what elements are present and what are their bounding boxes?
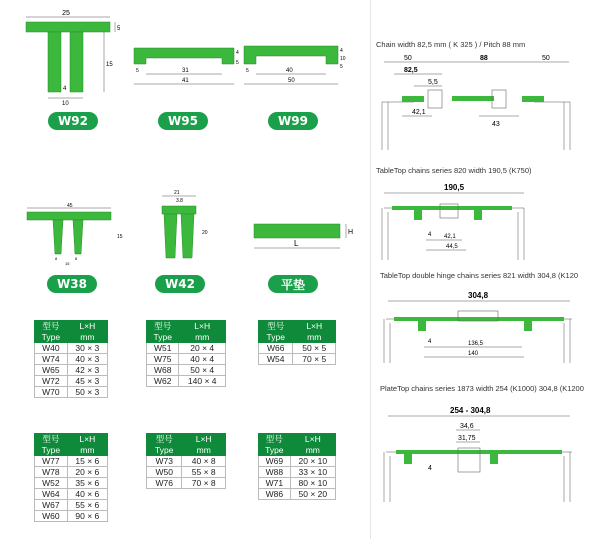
diagram-2-drawing <box>374 178 579 264</box>
svg-text:4: 4 <box>340 48 343 54</box>
flat-pad-drawing <box>250 218 355 258</box>
table-row: W64 40 × 6 <box>35 489 108 500</box>
svg-text:3.8: 3.8 <box>176 198 183 204</box>
svg-text:15: 15 <box>65 261 70 266</box>
svg-text:304,8: 304,8 <box>468 291 489 300</box>
w99-profile-drawing <box>240 40 352 95</box>
table-row: W68 50 × 4 <box>147 365 226 376</box>
svg-text:5,5: 5,5 <box>428 79 438 86</box>
table-row: W86 50 × 20 <box>259 489 336 500</box>
table-row: W50 55 × 8 <box>147 467 226 478</box>
svg-text:5: 5 <box>340 64 343 70</box>
table-row: W51 20 × 4 <box>147 343 226 354</box>
table-row: W40 30 × 3 <box>35 343 108 354</box>
table-row: W54 70 × 5 <box>259 354 336 365</box>
svg-text:5: 5 <box>136 68 139 74</box>
svg-text:15: 15 <box>106 62 113 68</box>
svg-text:10: 10 <box>62 101 69 107</box>
svg-text:88: 88 <box>480 55 488 62</box>
svg-text:4: 4 <box>236 50 239 56</box>
w42-badge: W42 <box>155 275 205 293</box>
svg-text:5: 5 <box>117 26 121 32</box>
svg-text:31,75: 31,75 <box>458 435 476 442</box>
table-row: W74 40 × 3 <box>35 354 108 365</box>
svg-text:34,6: 34,6 <box>460 423 474 430</box>
diagram-4-drawing <box>374 400 584 505</box>
table-row: W78 20 × 6 <box>35 467 108 478</box>
spec-table-5: 型号 L×H Type mm W73 40 × 8 W50 55 × 8 W76 70 × 8 <box>146 433 226 489</box>
svg-text:5: 5 <box>246 68 249 74</box>
diagram-3-caption: TableTop double hinge chains series 821 width 304,8 (K120 <box>380 271 579 280</box>
svg-text:50: 50 <box>404 55 412 62</box>
panel-divider <box>370 0 371 539</box>
svg-text:40: 40 <box>286 68 293 74</box>
svg-text:136,5: 136,5 <box>468 341 484 347</box>
table-row: W62 140 × 4 <box>147 376 226 387</box>
diagram-1-caption: Chain width 82,5 mm ( K 325 ) / Pitch 88 mm <box>376 40 526 49</box>
svg-text:4: 4 <box>428 232 432 238</box>
svg-text:8: 8 <box>75 256 78 261</box>
svg-text:25: 25 <box>62 10 70 17</box>
svg-text:42,1: 42,1 <box>412 109 426 116</box>
svg-text:21: 21 <box>174 190 180 196</box>
svg-text:10: 10 <box>340 56 346 62</box>
svg-text:43: 43 <box>492 121 500 128</box>
svg-text:5: 5 <box>236 60 239 66</box>
svg-text:45: 45 <box>67 203 73 209</box>
svg-text:254 - 304,8: 254 - 304,8 <box>450 406 491 415</box>
w92-badge: W92 <box>48 112 98 130</box>
svg-text:190,5: 190,5 <box>444 183 465 192</box>
svg-text:8: 8 <box>55 256 58 261</box>
w99-badge: W99 <box>268 112 318 130</box>
table-row: W75 40 × 4 <box>147 354 226 365</box>
flat-pad-badge: 平垫 <box>268 275 318 293</box>
spec-table-2: 型号 L×H Type mm W51 20 × 4 W75 40 × 4 W68 50 × 4 W62 140 × 4 <box>146 320 226 387</box>
spec-table-4: 型号 L×H Type mm W77 15 × 6 W78 20 × 6 W52 35 × 6 W64 40 × 6 W67 55 × 6 W60 90 × 6 <box>34 433 108 522</box>
spec-table-3: 型号 L×H Type mm W66 50 × 5 W54 70 × 5 <box>258 320 336 365</box>
diagram-1-drawing <box>374 54 579 154</box>
svg-text:L: L <box>294 239 299 248</box>
w92-profile-drawing <box>18 8 128 108</box>
svg-text:4: 4 <box>428 339 432 345</box>
w95-badge: W95 <box>158 112 208 130</box>
svg-text:140: 140 <box>468 351 479 357</box>
table-row: W70 50 × 3 <box>35 387 108 398</box>
spec-table-6: 型号 L×H Type mm W69 20 × 10 W88 33 × 10 W71 80 × 10 W86 50 × 20 <box>258 433 336 500</box>
w95-profile-drawing <box>130 40 240 95</box>
svg-text:4: 4 <box>63 86 67 92</box>
svg-text:82,5: 82,5 <box>404 67 418 74</box>
svg-text:41: 41 <box>182 78 189 84</box>
svg-text:15: 15 <box>117 234 123 240</box>
diagram-2-caption: TableTop chains series 820 width 190,5 (K750) <box>376 166 532 175</box>
svg-text:20: 20 <box>202 230 208 236</box>
spec-table-1: 型号 L×H Type mm W40 30 × 3 W74 40 × 3 W65 42 × 3 W72 45 × 3 W70 50 × 3 <box>34 320 108 398</box>
table-row: W67 55 × 6 <box>35 500 108 511</box>
svg-text:H: H <box>348 229 354 236</box>
w42-profile-drawing <box>148 186 218 268</box>
w38-profile-drawing <box>15 202 125 267</box>
table-row: W60 90 × 6 <box>35 511 108 522</box>
diagram-4-caption: PlateTop chains series 1873 width 254 (K1000) 304,8 (K1200 <box>380 384 584 393</box>
table-row: W65 42 × 3 <box>35 365 108 376</box>
table-row: W77 15 × 6 <box>35 456 108 467</box>
table-row: W72 45 × 3 <box>35 376 108 387</box>
diagram-3-drawing <box>374 285 584 365</box>
svg-text:31: 31 <box>182 68 189 74</box>
w38-badge: W38 <box>47 275 97 293</box>
table-row: W66 50 × 5 <box>259 343 336 354</box>
svg-text:44,5: 44,5 <box>446 244 458 250</box>
table-row: W52 35 × 6 <box>35 478 108 489</box>
svg-text:4: 4 <box>428 465 432 472</box>
svg-text:50: 50 <box>288 78 295 84</box>
table-row: W73 40 × 8 <box>147 456 226 467</box>
table-row: W76 70 × 8 <box>147 478 226 489</box>
svg-text:50: 50 <box>542 55 550 62</box>
table-row: W69 20 × 10 <box>259 456 336 467</box>
table-row: W88 33 × 10 <box>259 467 336 478</box>
svg-text:42,1: 42,1 <box>444 234 456 240</box>
table-row: W71 80 × 10 <box>259 478 336 489</box>
